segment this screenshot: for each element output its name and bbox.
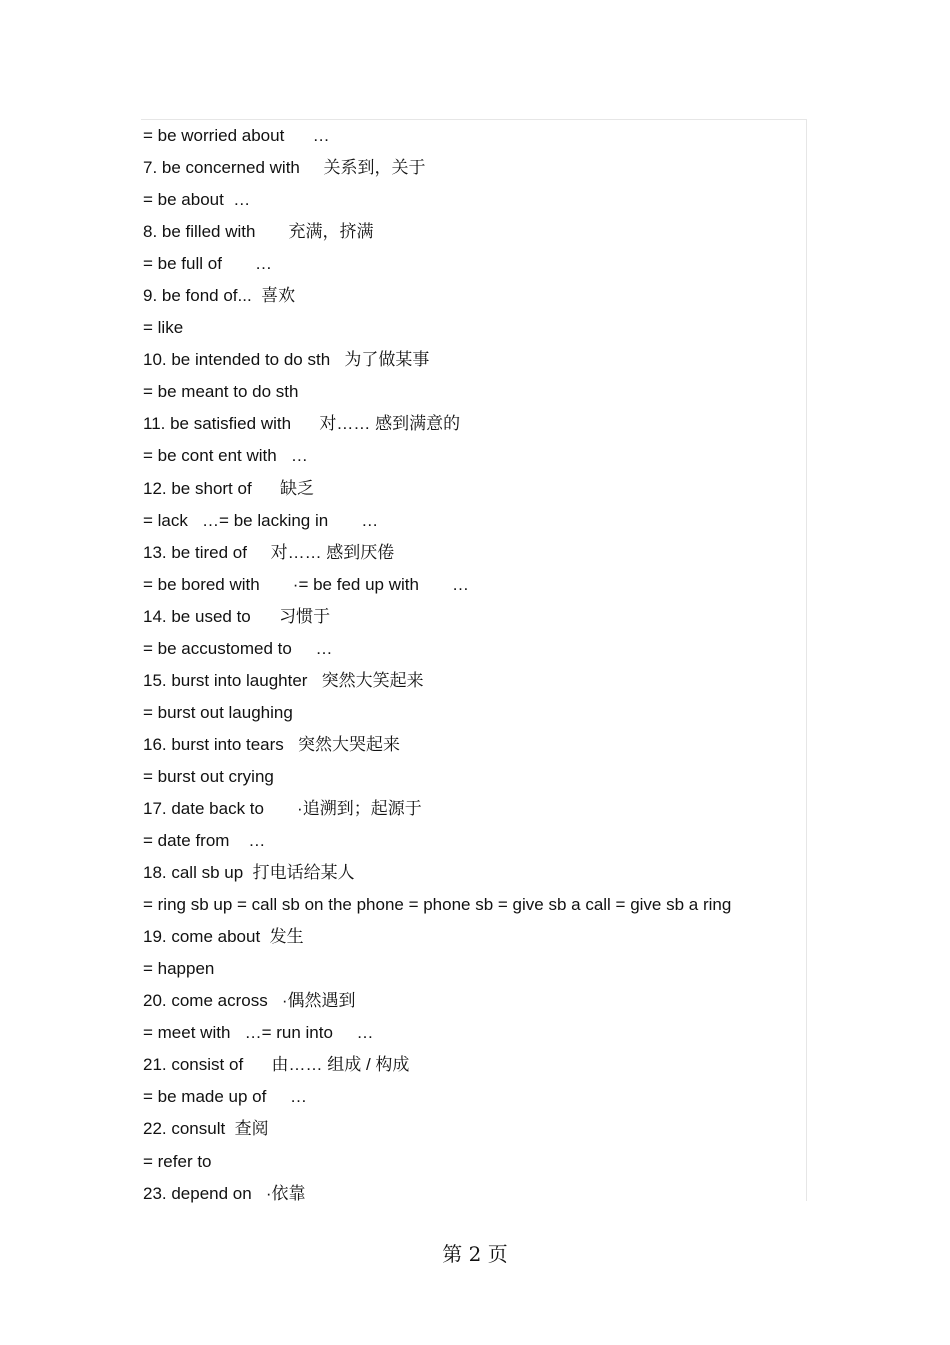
list-item: 23. depend on ·依靠 — [143, 1183, 306, 1203]
list-item: = like — [143, 318, 184, 338]
list-item: = be bored with ·= be fed up with … — [143, 574, 470, 594]
list-item: = be worried about … — [143, 126, 330, 145]
page-number: 第 2 页 — [442, 1242, 508, 1266]
list-item: = date from … — [143, 831, 266, 851]
list-item: 11. be satisfied with 对…… 感到满意的 — [143, 414, 461, 434]
list-item: 20. come across ·偶然遇到 — [143, 991, 356, 1011]
list-item: 17. date back to ·追溯到；起源于 — [143, 798, 422, 818]
list-item: 12. be short of 缺乏 — [143, 478, 315, 498]
phrase-list — [143, 120, 803, 1210]
list-item: 14. be used to 习惯于 — [143, 606, 331, 626]
list-item: 16. burst into tears 突然大哭起来 — [143, 734, 400, 754]
list-item: = refer to — [143, 1151, 212, 1171]
list-item: = be cont ent with … — [143, 446, 308, 466]
list-item: 10. be intended to do sth 为了做某事 — [143, 350, 430, 370]
list-item: = burst out crying — [143, 766, 274, 786]
list-item: = ring sb up = call sb on the phone = phone sb = give sb a call = give sb a ring — [143, 895, 732, 915]
list-item: 15. burst into laughter 突然大笑起来 — [143, 670, 424, 690]
list-item: = burst out laughing — [143, 702, 293, 722]
list-item: = meet with …= run into … — [143, 1023, 374, 1043]
list-item: 18. call sb up 打电话给某人 — [143, 863, 355, 883]
list-item: = happen — [143, 959, 215, 979]
list-item: = be accustomed to … — [143, 638, 333, 658]
list-item: 21. consist of 由…… 组成 / 构成 — [143, 1055, 410, 1075]
list-item: = be about … — [143, 190, 251, 210]
list-item: 13. be tired of 对…… 感到厌倦 — [143, 542, 395, 562]
list-item: = be meant to do sth — [143, 382, 299, 402]
list-item: 19. come about 发生 — [143, 927, 304, 947]
list-item: 7. be concerned with 关系到，关于 — [143, 158, 426, 178]
list-item: = be full of … — [143, 254, 272, 274]
list-item: 9. be fond of... 喜欢 — [143, 286, 296, 306]
list-item: = be made up of … — [143, 1087, 307, 1107]
list-item: = lack …= be lacking in … — [143, 510, 379, 530]
list-item: 8. be filled with 充满，挤满 — [143, 222, 374, 242]
list-item: 22. consult 查阅 — [143, 1119, 269, 1139]
